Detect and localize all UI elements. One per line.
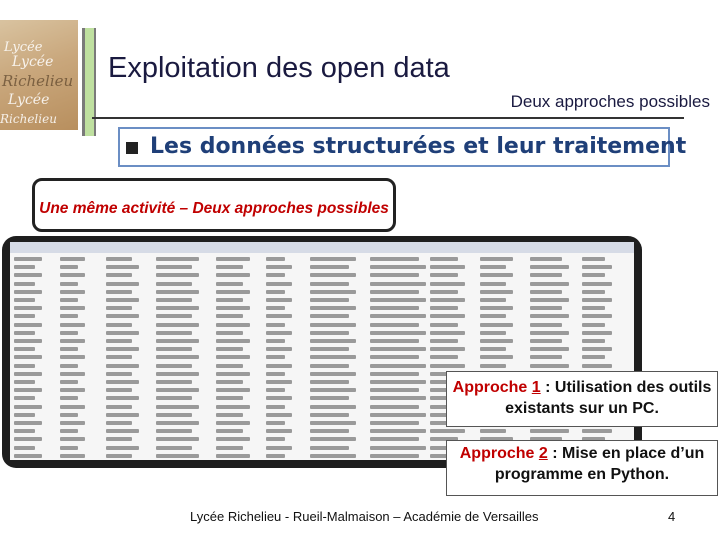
spreadsheet-cell [480,364,506,368]
spreadsheet-cell [430,429,465,433]
spreadsheet-row [10,362,634,370]
spreadsheet-cell [156,421,199,425]
spreadsheet-cell [216,429,243,433]
spreadsheet-cell [530,265,569,269]
spreadsheet-cell [216,355,250,359]
spreadsheet-cell [430,364,465,368]
spreadsheet-cell [60,273,85,277]
spreadsheet-cell [106,273,132,277]
spreadsheet-cell [216,437,250,441]
spreadsheet-row [10,329,634,337]
spreadsheet-cell [14,421,42,425]
spreadsheet-cell [106,364,139,368]
spreadsheet-cell [310,306,356,310]
spreadsheet-cell [370,265,426,269]
spreadsheet-cell [156,314,192,318]
spreadsheet-cell [370,421,419,425]
spreadsheet-cell [310,298,349,302]
spreadsheet-cell [14,257,42,261]
spreadsheet-cell [530,355,562,359]
spreadsheet-cell [310,273,356,277]
spreadsheet-cell [530,282,569,286]
spreadsheet-cell [106,331,139,335]
spreadsheet-cell [60,446,78,450]
spreadsheet-cell [14,396,35,400]
spreadsheet-cell [216,396,243,400]
approach-1-box [446,371,718,427]
spreadsheet-cell [106,339,132,343]
spreadsheet-cell [14,372,42,376]
spreadsheet-cell [60,380,78,384]
spreadsheet-cell [530,339,562,343]
spreadsheet-cell [430,290,458,294]
spreadsheet-cell [60,429,78,433]
spreadsheet-cell [266,282,292,286]
approach-2-text: : Mise en place d’un programme en Python. [494,445,705,483]
spreadsheet-cell [156,454,199,458]
spreadsheet-cell [370,446,426,450]
spreadsheet-cell [156,339,199,343]
spreadsheet-cell [60,364,78,368]
spreadsheet-cell [216,405,250,409]
spreadsheet-cell [14,298,35,302]
spreadsheet-row [10,280,634,288]
spreadsheet-cell [310,380,349,384]
spreadsheet-cell [430,273,458,277]
spreadsheet-cell [430,265,465,269]
spreadsheet-cell [582,323,605,327]
spreadsheet-cell [310,446,349,450]
decorative-bar [82,28,96,136]
spreadsheet-cell [106,380,139,384]
spreadsheet-cell [310,314,349,318]
spreadsheet-cell [106,323,132,327]
spreadsheet-cell [582,314,612,318]
spreadsheet-cell [156,331,192,335]
spreadsheet-row [10,337,634,345]
spreadsheet-cell [106,314,139,318]
spreadsheet-cell [216,273,250,277]
spreadsheet-cell [60,282,78,286]
spreadsheet-cell [14,265,35,269]
spreadsheet-row [10,263,634,271]
spreadsheet-cell [430,314,465,318]
approach-1-label: Approche 1 [452,379,541,396]
spreadsheet-cell [216,372,250,376]
spreadsheet-cell [266,314,292,318]
spreadsheet-cell [216,413,243,417]
spreadsheet-cell [60,314,78,318]
spreadsheet-cell [60,454,85,458]
spreadsheet-cell [582,364,612,368]
spreadsheet-cell [60,421,85,425]
spreadsheet-header-row [10,242,634,253]
spreadsheet-cell [266,257,285,261]
spreadsheet-row [10,312,634,320]
spreadsheet-cell [156,273,199,277]
spreadsheet-cell [530,273,562,277]
spreadsheet-cell [106,257,132,261]
spreadsheet-cell [430,306,458,310]
spreadsheet-cell [216,323,250,327]
spreadsheet-cell [582,282,612,286]
spreadsheet-cell [480,257,513,261]
spreadsheet-cell [106,446,139,450]
logo-word: Richelieu [2,72,74,90]
spreadsheet-cell [530,298,569,302]
spreadsheet-cell [216,257,250,261]
spreadsheet-cell [156,323,199,327]
spreadsheet-cell [310,396,349,400]
spreadsheet-cell [156,380,192,384]
spreadsheet-cell [480,355,513,359]
spreadsheet-cell [60,257,85,261]
spreadsheet-cell [480,323,513,327]
spreadsheet-cell [216,314,243,318]
spreadsheet-cell [310,347,349,351]
spreadsheet-row [10,271,634,279]
spreadsheet-cell [266,429,292,433]
slide-subtitle: Deux approches possibles [510,92,710,111]
spreadsheet-cell [14,437,42,441]
spreadsheet-cell [266,298,292,302]
spreadsheet-cell [480,306,513,310]
square-bullet-icon [126,142,138,154]
spreadsheet-screenshot [10,242,634,460]
spreadsheet-cell [60,306,85,310]
spreadsheet-cell [370,396,426,400]
logo-word: Lycée [12,54,54,70]
spreadsheet-cell [156,396,192,400]
spreadsheet-cell [582,347,612,351]
spreadsheet-cell [156,355,199,359]
spreadsheet-cell [60,355,85,359]
spreadsheet-cell [310,339,356,343]
spreadsheet-cell [60,413,78,417]
spreadsheet-cell [370,380,426,384]
spreadsheet-row [10,304,634,312]
spreadsheet-cell [14,429,35,433]
spreadsheet-cell [370,331,426,335]
spreadsheet-cell [216,265,243,269]
slide-footer: Lycée Richelieu - Rueil-Malmaison – Académie de Versailles [190,509,539,524]
spreadsheet-cell [310,413,349,417]
spreadsheet-cell [216,298,243,302]
spreadsheet-cell [266,306,285,310]
spreadsheet-cell [60,323,85,327]
spreadsheet-cell [266,396,292,400]
spreadsheet-cell [370,347,426,351]
spreadsheet-cell [156,413,192,417]
spreadsheet-cell [60,339,85,343]
spreadsheet-cell [430,257,458,261]
spreadsheet-cell [430,339,458,343]
spreadsheet-cell [480,331,506,335]
spreadsheet-cell [370,355,419,359]
spreadsheet-cell [370,454,419,458]
spreadsheet-cell [216,331,243,335]
approach-2-box [446,440,718,496]
spreadsheet-cell [156,364,192,368]
spreadsheet-cell [156,265,192,269]
spreadsheet-cell [14,339,42,343]
spreadsheet-cell [310,454,356,458]
spreadsheet-cell [370,339,419,343]
spreadsheet-cell [430,331,465,335]
spreadsheet-row [10,321,634,329]
spreadsheet-cell [266,388,285,392]
spreadsheet-cell [266,347,292,351]
spreadsheet-cell [582,306,605,310]
spreadsheet-cell [266,413,292,417]
spreadsheet-cell [480,273,513,277]
spreadsheet-cell [266,446,292,450]
spreadsheet-cell [480,339,513,343]
spreadsheet-cell [60,405,85,409]
spreadsheet-cell [14,388,42,392]
spreadsheet-cell [216,282,243,286]
spreadsheet-cell [370,314,426,318]
spreadsheet-cell [14,323,42,327]
spreadsheet-cell [582,257,605,261]
spreadsheet-cell [370,298,426,302]
spreadsheet-cell [480,314,506,318]
spreadsheet-cell [530,364,569,368]
slide-title: Exploitation des open data [108,52,450,84]
spreadsheet-cell [310,290,356,294]
spreadsheet-cell [60,388,85,392]
spreadsheet-cell [216,421,250,425]
spreadsheet-cell [266,380,292,384]
spreadsheet-cell [156,429,192,433]
spreadsheet-cell [14,347,35,351]
spreadsheet-cell [370,388,419,392]
spreadsheet-cell [370,323,419,327]
spreadsheet-cell [582,355,605,359]
spreadsheet-cell [60,298,78,302]
spreadsheet-cell [106,290,132,294]
approach-2-label: Approche 2 [459,445,548,462]
spreadsheet-cell [430,347,465,351]
spreadsheet-cell [266,364,292,368]
spreadsheet-cell [106,298,139,302]
spreadsheet-cell [310,282,349,286]
spreadsheet-cell [14,380,35,384]
spreadsheet-cell [480,298,506,302]
spreadsheet-cell [216,339,250,343]
spreadsheet-cell [14,290,42,294]
spreadsheet-cell [156,282,192,286]
spreadsheet-cell [370,413,426,417]
spreadsheet-cell [106,306,132,310]
spreadsheet-cell [310,257,356,261]
spreadsheet-cell [582,290,605,294]
spreadsheet-cell [156,290,199,294]
spreadsheet-cell [216,347,243,351]
spreadsheet-cell [266,454,285,458]
spreadsheet-cell [14,364,35,368]
spreadsheet-cell [106,265,139,269]
spreadsheet-cell [430,355,458,359]
spreadsheet-cell [310,405,356,409]
spreadsheet-cell [530,331,569,335]
spreadsheet-cell [156,446,192,450]
spreadsheet-cell [216,446,243,450]
spreadsheet-cell [216,388,250,392]
spreadsheet-row [10,345,634,353]
spreadsheet-cell [530,257,562,261]
spreadsheet-cell [370,372,419,376]
spreadsheet-cell [156,437,199,441]
spreadsheet-cell [14,413,35,417]
spreadsheet-cell [310,364,349,368]
spreadsheet-cell [266,421,285,425]
spreadsheet-cell [106,454,132,458]
spreadsheet-cell [14,331,35,335]
spreadsheet-cell [60,290,85,294]
spreadsheet-cell [370,257,419,261]
spreadsheet-cell [310,429,349,433]
spreadsheet-cell [216,364,243,368]
spreadsheet-row [10,255,634,263]
spreadsheet-cell [14,454,42,458]
spreadsheet-row [10,296,634,304]
spreadsheet-row [10,353,634,361]
spreadsheet-cell [370,405,419,409]
spreadsheet-cell [106,437,132,441]
spreadsheet-cell [310,265,349,269]
spreadsheet-cell [14,306,42,310]
spreadsheet-cell [106,396,139,400]
spreadsheet-cell [60,372,85,376]
spreadsheet-cell [60,265,78,269]
spreadsheet-cell [530,429,569,433]
spreadsheet-cell [106,372,132,376]
spreadsheet-cell [216,290,250,294]
spreadsheet-cell [106,413,139,417]
spreadsheet-cell [310,421,356,425]
spreadsheet-cell [266,331,292,335]
spreadsheet-cell [310,355,356,359]
spreadsheet-cell [156,347,192,351]
spreadsheet-cell [582,339,605,343]
section-banner [118,127,687,167]
spreadsheet-cell [266,290,285,294]
spreadsheet-cell [266,437,285,441]
spreadsheet-cell [480,290,513,294]
spreadsheet-cell [266,273,285,277]
spreadsheet-cell [266,372,285,376]
spreadsheet-cell [370,290,419,294]
title-divider [92,117,684,119]
spreadsheet-cell [14,273,42,277]
school-logo [0,20,78,130]
spreadsheet-cell [480,282,506,286]
spreadsheet-cell [370,273,419,277]
spreadsheet-cell [106,388,132,392]
spreadsheet-row [10,288,634,296]
spreadsheet-cell [14,446,35,450]
spreadsheet-cell [60,347,78,351]
spreadsheet-cell [480,265,506,269]
spreadsheet-cell [106,347,139,351]
logo-word: Richelieu [0,112,57,126]
spreadsheet-cell [370,306,419,310]
spreadsheet-cell [60,396,78,400]
spreadsheet-cell [310,437,356,441]
spreadsheet-cell [582,265,612,269]
spreadsheet-cell [582,429,612,433]
spreadsheet-cell [480,347,506,351]
spreadsheet-cell [530,306,562,310]
spreadsheet-cell [106,282,139,286]
spreadsheet-cell [156,306,199,310]
spreadsheet-cell [530,290,562,294]
activity-callout: Une même activité – Deux approches possibles [32,178,396,232]
spreadsheet-cell [156,257,199,261]
spreadsheet-cell [582,273,605,277]
spreadsheet-cell [530,347,569,351]
spreadsheet-cell [430,282,465,286]
spreadsheet-cell [106,429,139,433]
spreadsheet-cell [14,282,35,286]
spreadsheet-cell [216,454,250,458]
spreadsheet-cell [370,437,419,441]
spreadsheet-cell [156,298,192,302]
spreadsheet-cell [266,323,285,327]
spreadsheet-row [10,427,634,435]
spreadsheet-cell [582,331,612,335]
approach-1-text: : Utilisation des outils existants sur un PC. [505,379,712,417]
spreadsheet-cell [310,372,356,376]
spreadsheet-cell [156,388,199,392]
spreadsheet-cell [156,372,199,376]
logo-word: Lycée [4,40,43,55]
spreadsheet-cell [266,265,292,269]
spreadsheet-cell [266,339,285,343]
spreadsheet-cell [480,429,506,433]
spreadsheet-cell [310,388,356,392]
spreadsheet-cell [60,331,78,335]
spreadsheet-cell [216,380,243,384]
spreadsheet-cell [106,405,132,409]
spreadsheet-cell [310,323,356,327]
spreadsheet-cell [370,282,426,286]
spreadsheet-cell [430,323,458,327]
spreadsheet-cell [310,331,349,335]
spreadsheet-cell [14,355,42,359]
logo-word: Lycée [8,92,50,108]
spreadsheet-cell [106,355,132,359]
spreadsheet-cell [14,314,35,318]
spreadsheet-cell [60,437,85,441]
spreadsheet-cell [266,355,285,359]
spreadsheet-cell [14,405,42,409]
spreadsheet-cell [530,314,569,318]
spreadsheet-cell [530,323,562,327]
spreadsheet-cell [582,298,612,302]
banner-text: Les données structurées et leur traitement [150,134,687,159]
spreadsheet-cell [370,429,426,433]
spreadsheet-cell [266,405,285,409]
spreadsheet-cell [370,364,426,368]
spreadsheet-cell [156,405,199,409]
spreadsheet-cell [106,421,132,425]
spreadsheet-cell [216,306,250,310]
spreadsheet-cell [430,298,465,302]
page-number: 4 [668,509,676,524]
